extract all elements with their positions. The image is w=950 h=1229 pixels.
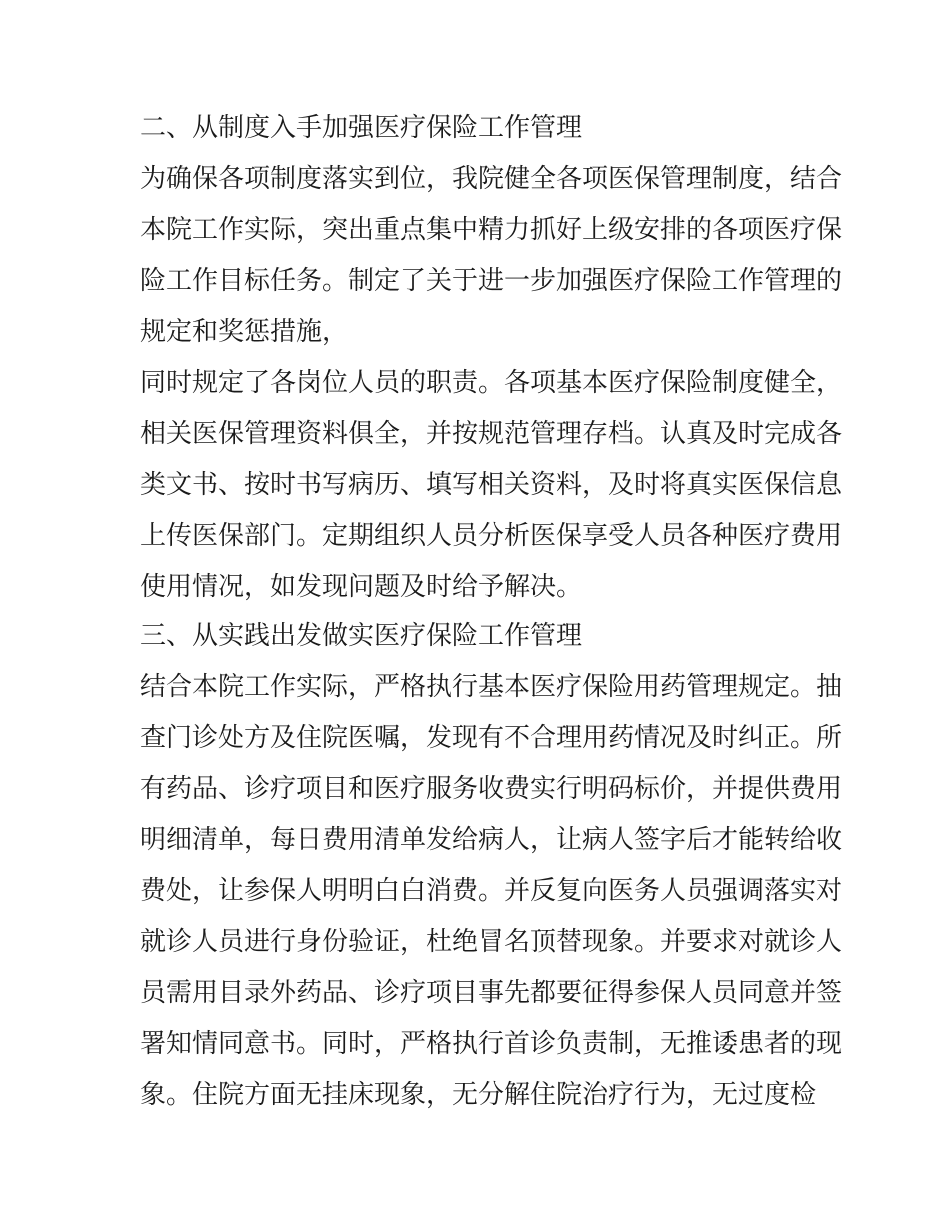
paragraph-line: 员需用目录外药品、诊疗项目事先都要征得参保人员同意并签 bbox=[140, 978, 843, 1008]
paragraph-line: 明细清单，每日费用清单发给病人，让病人签字后才能转给收 bbox=[140, 825, 843, 855]
paragraph-line: 本院工作实际，突出重点集中精力抓好上级安排的各项医疗保 bbox=[140, 215, 843, 245]
paragraph-line: 险工作目标任务。制定了关于进一步加强医疗保险工作管理的 bbox=[140, 266, 843, 296]
paragraph-line: 使用情况，如发现问题及时给予解决。 bbox=[140, 572, 583, 602]
paragraph-line: 署知情同意书。同时，严格执行首诊负责制，无推诿患者的现 bbox=[140, 1029, 843, 1059]
paragraph-line: 结合本院工作实际，严格执行基本医疗保险用药管理规定。抽 bbox=[140, 672, 843, 702]
paragraph-line: 象。住院方面无挂床现象，无分解住院治疗行为，无过度检 bbox=[140, 1080, 817, 1110]
paragraph-line: 就诊人员进行身份验证，杜绝冒名顶替现象。并要求对就诊人 bbox=[140, 927, 843, 957]
paragraph-line: 上传医保部门。定期组织人员分析医保享受人员各种医疗费用 bbox=[140, 521, 843, 551]
paragraph-line: 同时规定了各岗位人员的职责。各项基本医疗保险制度健全， bbox=[140, 368, 843, 398]
paragraph-line: 为确保各项制度落实到位，我院健全各项医保管理制度，结合 bbox=[140, 164, 843, 194]
section-heading-2: 二、从制度入手加强医疗保险工作管理 bbox=[140, 113, 583, 143]
paragraph-line: 有药品、诊疗项目和医疗服务收费实行明码标价，并提供费用 bbox=[140, 774, 843, 804]
paragraph-line: 费处，让参保人明明白白消费。并反复向医务人员强调落实对 bbox=[140, 876, 843, 906]
section-heading-3: 三、从实践出发做实医疗保险工作管理 bbox=[140, 621, 583, 651]
paragraph-line: 规定和奖惩措施， bbox=[140, 317, 349, 347]
paragraph-line: 类文书、按时书写病历、填写相关资料，及时将真实医保信息 bbox=[140, 470, 843, 500]
paragraph-line: 查门诊处方及住院医嘱，发现有不合理用药情况及时纠正。所 bbox=[140, 723, 843, 753]
paragraph-line: 相关医保管理资料俱全，并按规范管理存档。认真及时完成各 bbox=[140, 419, 843, 449]
